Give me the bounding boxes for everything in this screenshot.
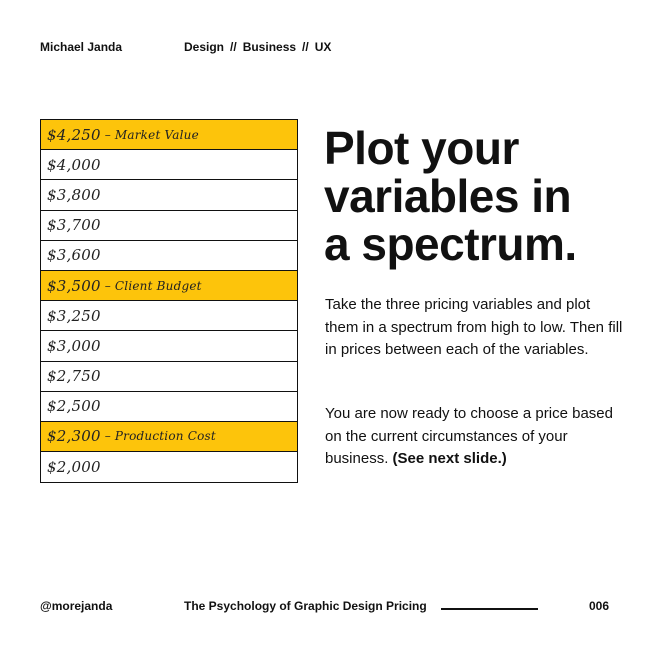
price-value: $2,500: [47, 397, 101, 416]
body-paragraph-1: Take the three pricing variables and plot them in a spectrum from high to low. Then fill in prices between each of the variables.: [325, 296, 623, 358]
price-row: [41, 150, 297, 180]
price-value: $3,500: [47, 276, 101, 295]
price-value: $3,600: [47, 246, 101, 265]
headline-line: a spectrum.: [324, 218, 577, 270]
category-business: Business: [242, 40, 297, 54]
price-row: [41, 331, 297, 361]
social-handle: @morejanda: [40, 599, 113, 613]
headline: [324, 124, 624, 268]
category-nav: [184, 40, 331, 54]
headline-line: Plot your: [324, 122, 519, 174]
separator: //: [230, 40, 237, 54]
body-paragraph-2: [325, 403, 625, 471]
price-row-highlighted: [41, 271, 297, 301]
price-value: $4,250: [47, 125, 101, 144]
price-value: $4,000: [47, 155, 101, 174]
price-value: $3,700: [47, 216, 101, 235]
headline-line: variables in: [324, 170, 572, 222]
price-row: [41, 180, 297, 210]
price-row: [41, 211, 297, 241]
category-design: Design: [184, 40, 225, 54]
price-note: – Market Value: [104, 127, 199, 142]
price-row: [41, 301, 297, 331]
price-row: [41, 362, 297, 392]
price-value: $2,750: [47, 367, 101, 386]
price-row: [41, 241, 297, 271]
price-row-highlighted: [41, 120, 297, 150]
author-name: Michael Janda: [40, 40, 123, 54]
price-value: $3,800: [47, 185, 101, 204]
see-next-slide: (See next slide.): [392, 450, 507, 467]
page-number: 006: [589, 599, 610, 613]
price-value: $2,000: [47, 458, 101, 477]
series-title: The Psychology of Graphic Design Pricing: [184, 599, 427, 613]
price-value: $3,000: [47, 336, 101, 355]
price-row: [41, 392, 297, 422]
price-note: – Client Budget: [104, 278, 202, 293]
footer-divider: [441, 608, 538, 610]
price-spectrum-table: [40, 119, 298, 483]
price-value: $2,300: [47, 427, 101, 446]
price-note: – Production Cost: [104, 429, 216, 444]
separator: //: [302, 40, 309, 54]
price-row: [41, 452, 297, 482]
price-row-highlighted: [41, 422, 297, 452]
category-ux: UX: [314, 40, 332, 54]
body-paragraph-2-text: You are now ready to choose a price based on the current circumstances of your business.: [325, 405, 613, 467]
price-value: $3,250: [47, 306, 101, 325]
